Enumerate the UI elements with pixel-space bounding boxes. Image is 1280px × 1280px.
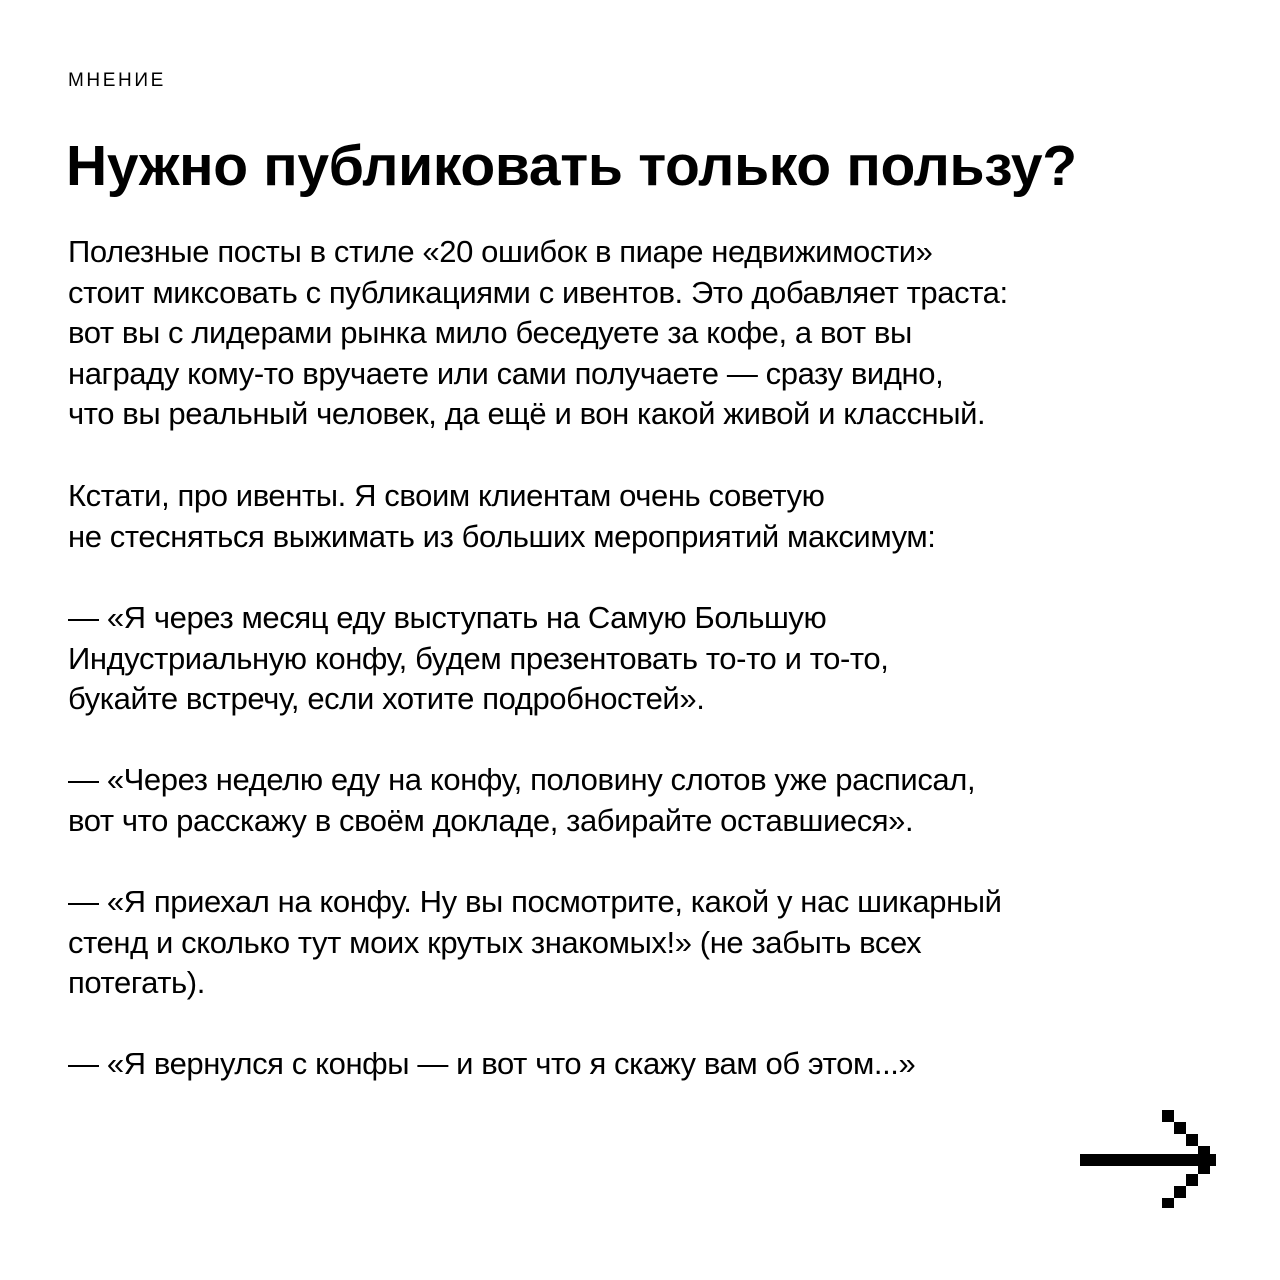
quote-item (68, 598, 888, 720)
text-line: не стесняться выжимать из больших мероприятий максимум: (68, 518, 936, 554)
text-line: Индустриальную конфу, будем презентовать то-то и то-то, (68, 640, 889, 676)
text-line: букайте встречу, если хотите подробностей». (68, 681, 705, 717)
pixel-arrow-right-icon[interactable] (1080, 1108, 1216, 1208)
text-line: стенд и сколько тут моих крутых знакомых!» (не забыть всех (68, 924, 922, 960)
category-label: МНЕНИЕ (68, 70, 166, 91)
text-line: потегать). (68, 965, 205, 1001)
paragraph-events (68, 476, 935, 557)
text-line: — «Я приехал на конфу. Ну вы посмотрите, какой у нас шикарный (68, 884, 1002, 919)
paragraph-intro (68, 232, 1008, 435)
text-line: — «Я вернулся с конфы — и вот что я скажу вам об этом...» (68, 1046, 916, 1081)
text-line: — «Я через месяц еду выступать на Самую Большую (68, 600, 827, 635)
text-line: награду кому-то вручаете или сами получаете — сразу видно, (68, 355, 944, 391)
text-line: вот вы с лидерами рынка мило беседуете за кофе, а вот вы (68, 315, 912, 351)
text-line: — «Через неделю еду на конфу, половину слотов уже расписал, (68, 762, 976, 797)
text-line: что вы реальный человек, да ещё и вон какой живой и классный. (68, 396, 986, 432)
text-line: вот что расскажу в своём докладе, забирайте оставшиеся». (68, 802, 914, 838)
text-line: Кстати, про ивенты. Я своим клиентам очень советую (68, 478, 825, 513)
page-title: Нужно публиковать только пользу? (66, 134, 1077, 198)
text-line: стоит миксовать с публикациями с ивентов. Это добавляет траста: (68, 274, 1008, 310)
quote-item (68, 1044, 915, 1085)
quote-item (68, 760, 975, 841)
quote-item (68, 882, 1002, 1004)
text-line: Полезные посты в стиле «20 ошибок в пиаре недвижимости» (68, 234, 933, 269)
